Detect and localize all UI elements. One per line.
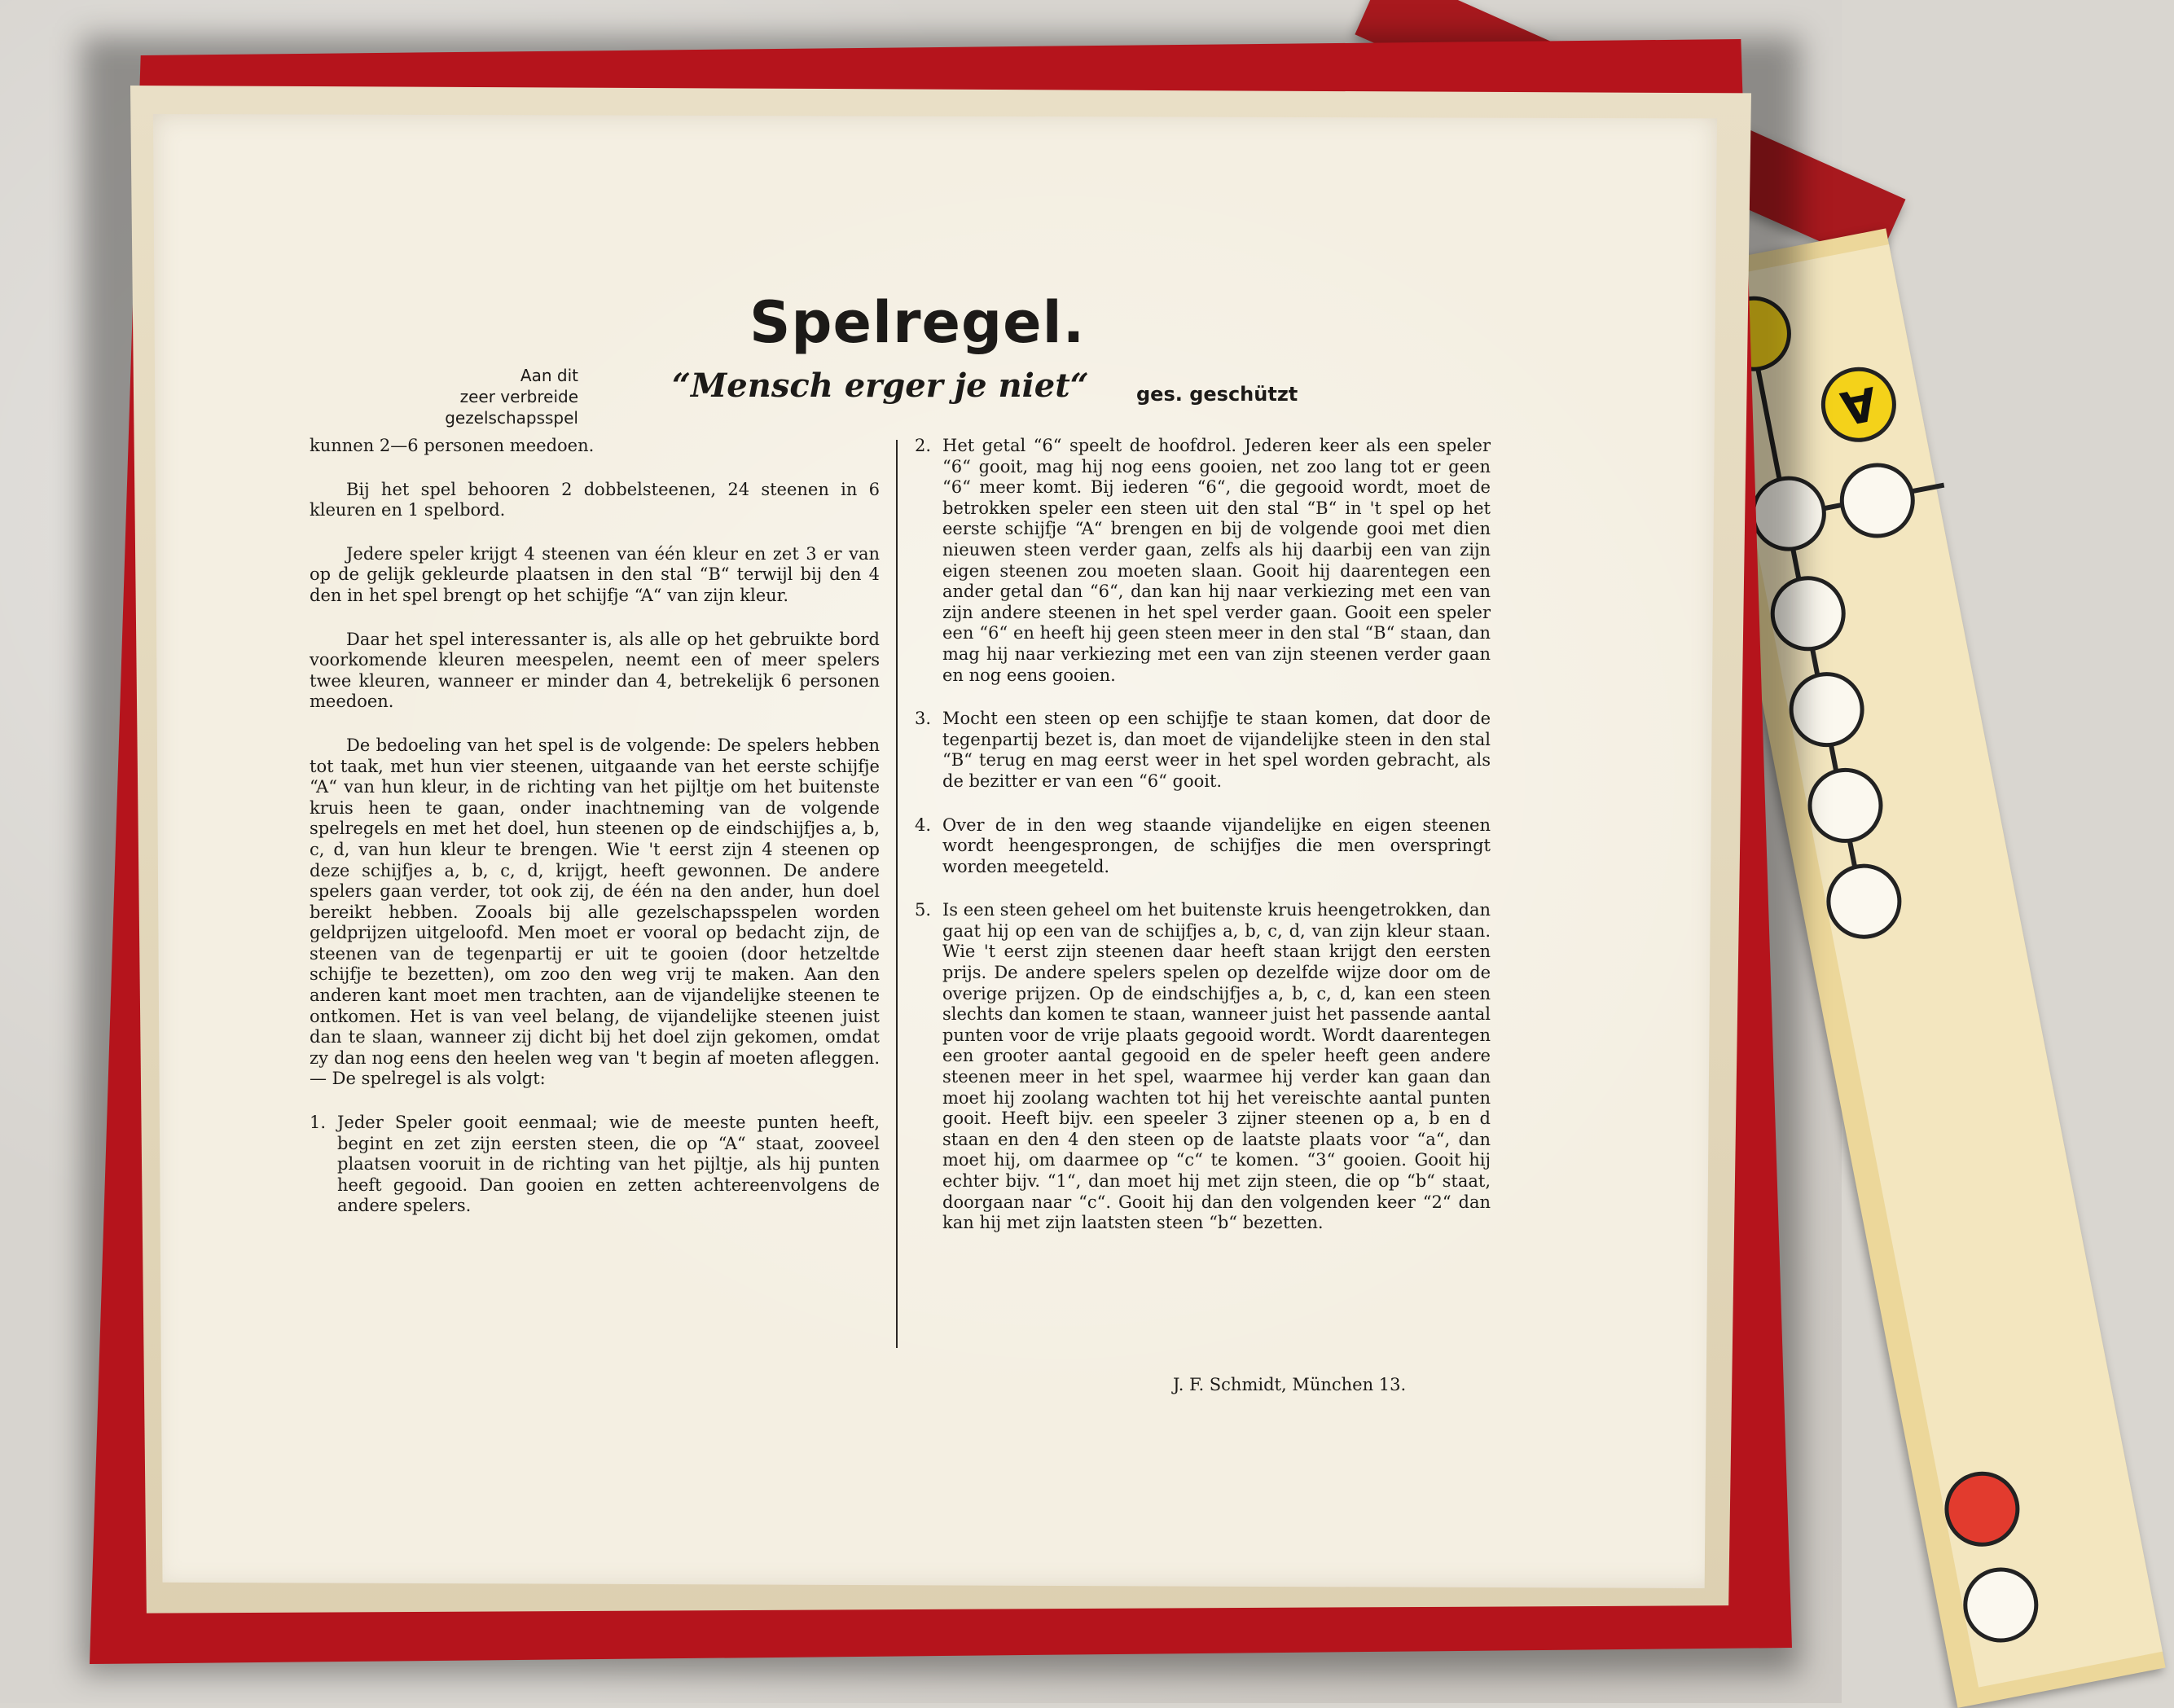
paragraph-players: kunnen 2—6 personen meedoen.	[310, 436, 595, 455]
rule-2	[915, 436, 1491, 686]
board-field	[1802, 762, 1890, 850]
board-letter-a: A	[1836, 375, 1882, 435]
rule-number: 1.	[310, 1113, 327, 1133]
board-start-field-a	[1815, 361, 1903, 449]
column-divider	[896, 440, 898, 1348]
board-field	[1957, 1561, 2044, 1649]
rule-text: Jeder Speler gooit eenmaal; wie de meeste punten heeft, begint en zet zijn eersten steen, die op “A“ staat, zooveel plaatsen vooruit in de richting van het pijltje, als hij punten heeft gegooid. Dan gooien en zetten achtereenvolgens de andere spelers.	[337, 1113, 880, 1216]
rule-5	[915, 900, 1491, 1234]
left-column	[310, 436, 880, 1240]
paragraph-colors: Daar het spel interessanter is, als alle op het gebruikte bord voorkomende kleuren meespelen, neemt een of meer spelers twee kleuren, wanneer er minder dan 4, betrekelijk 6 personen meedoen.	[310, 629, 880, 712]
intro-line-2: zeer verbreide gezelschapsspel	[445, 387, 578, 428]
intro-line-1: Aan dit	[520, 366, 578, 385]
paragraph-setup: Jedere speler krijgt 4 steenen van één kleur en zet 3 er van op de gelijk gekleurde plaatsen in den stal “B“ terwijl bij den 4 den in het spel brengt op het schijfje “A“ van zijn kleur.	[310, 543, 880, 605]
rule-text: Is een steen geheel om het buitenste kruis heengetrokken, dan gaat hij op een van de schijfjes a, b, c, d, van zijn kleur staan. Wie 't eerst zijn steenen daar heeft staan krijgt den eersten prijs. De andere spelers spelen op dezelfde wijze door om de overige prijzen. Op de eindschijfjes a, b, c, d, kan een steen slechts dan komen te staan, wanneer juist het passende aantal punten voor de vrije plaats gegooid wordt. Wordt daarentegen een grooter aantal gegooid en de speler heeft geen andere steenen meer in het spel, waarmee hij verder kan gaan dan moet hij zoolang wachten tot hij het vereischte aantal punten gooit. Heeft bijv. een speeler 3 zijner steenen op a, b en d staan en den 4 den steen op de laatste plaats voor “a“, dan moet hij, om daarmee op “c“ te komen. “3“ gooien. Gooit hij echter bijv. “1“, dan moet hij met zijn steen, die op “b“ staat, doorgaan naar “c“. Gooit hij dan den volgenden keer “2“ dan kan hij met zijn laatsten steen “b“ bezetten.	[942, 900, 1491, 1233]
protection-notice: ges. geschützt	[1136, 383, 1298, 406]
rule-4	[915, 815, 1491, 878]
paragraph-objective: De bedoeling van het spel is de volgende: De spelers hebben tot taak, met hun vier steenen, uitgaande van het eerste schijfje “A“ van hun kleur, in de richting van het pijltje om het buitenste kruis heen te gaan, onder inachtneming van de volgende spelregels en met het doel, hun steenen op de eindschijfjes a, b, c, d, van hun kleur te brengen. Wie 't eerst zijn 4 steenen op deze schijfjes a, b, c, d, krijgt, heeft gewonnen. De andere spelers gaan verder, tot ook zij, de één na den ander, hun doel bereikt hebben. Zooals bij alle gezelschapsspelen worden geldprijzen uitgeloofd. Men moet er vooral op bedacht zijn, de steenen van de tegenpartij er uit te gooien (door hetzeltde schijfje te bezetten), om zoo den weg vrij te maken. Aan den anderen kant moet men trachten, aan de vijandelijke steenen te ontkomen. Het is van veel belang, de vijandelijke steenen juist dan te slaan, wanneer zij dicht bij het doel zijn gekomen, omdat zy dan nog eens den heelen weg van 't begin af moeten afleggen. — De spelregel is als volgt:	[310, 735, 880, 1089]
board-field	[1834, 457, 1921, 545]
rule-number: 3.	[915, 709, 932, 729]
paragraph-contents: Bij het spel behooren 2 dobbelsteenen, 24 steenen in 6 kleuren en 1 spelbord.	[310, 479, 880, 520]
intro-text	[334, 365, 578, 428]
page-title: Spelregel.	[749, 289, 1086, 356]
rule-number: 2.	[915, 436, 932, 455]
board-field	[1820, 858, 1908, 946]
rule-text: Mocht een steen op een schijfje te staan komen, dat door de tegenpartij bezet is, dan moet de vijandelijke steen in den stal “B“ terug en mag eerst weer in het spel worden gebracht, als de bezitter er van een “6“ gooit.	[942, 709, 1491, 791]
rule-number: 5.	[915, 900, 932, 920]
board-red-field	[1938, 1465, 2026, 1553]
rule-text: Over de in den weg staande vijandelijke en eigen steenen wordt heengesprongen, de schijfjes die men overspringt worden meegeteld.	[942, 814, 1491, 876]
rule-1	[310, 1113, 880, 1217]
game-name: “Mensch erger je niet“	[672, 367, 1089, 405]
rule-number: 4.	[915, 814, 932, 835]
rule-3	[915, 709, 1491, 792]
publisher-credit: J. F. Schmidt, München 13.	[1173, 1375, 1407, 1394]
right-column	[915, 436, 1491, 1257]
rule-text: Het getal “6“ speelt de hoofdrol. Jederen keer als een speler “6“ gooit, mag hij nog eens gooien, net zoo lang tot er geen “6“ meer komt. Bij iederen “6“, die gegooid wordt, moet de betrokken speler een steen uit den stal “B“ in 't spel op het eerste schijfje “A“ brengen en bij de volgende gooi met dien nieuwen steen verder gaan, zelfs als hij daarbij een van zijn eigen steenen zou moeten slaan. Gooit hij daarentegen een ander getal dan “6“, dan kan hij naar verkiezing met een van zijn andere steenen in het spel verder gaan. Gooit een speler een “6“ en heeft hij geen steen meer in den stal “B“ staan, dan mag hij naar verkiezing met een van zijn steenen verder gaan en nog eens gooien.	[942, 436, 1491, 685]
